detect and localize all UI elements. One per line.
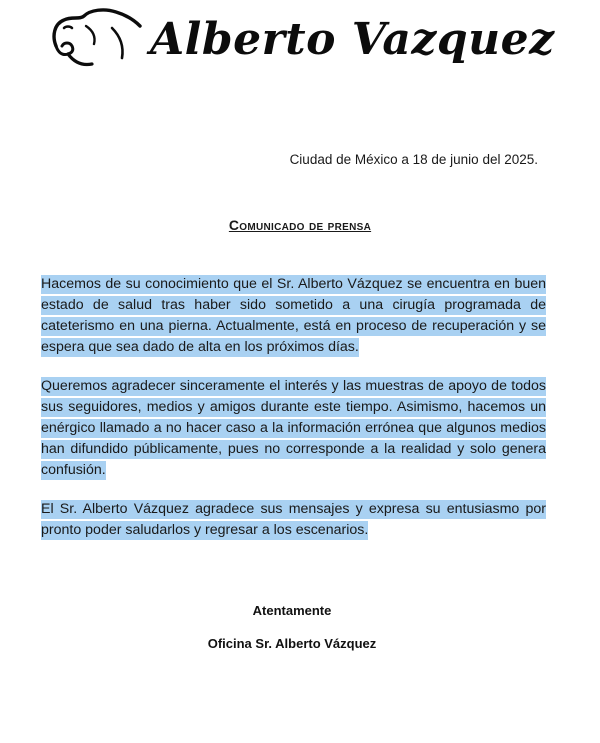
body-paragraph-3 xyxy=(41,499,546,541)
paragraph-text: Hacemos de su conocimiento que el Sr. Alberto Vázquez se encuentra en buen estado de salud tras haber sido sometido a una cirugía programada de cateterismo en una pierna. Actualmente, está en proceso de recuperación y se espera que sea dado de alta en los próximos días. xyxy=(41,276,546,355)
dateline: Ciudad de México a 18 de junio del 2025. xyxy=(289,152,538,167)
paragraph-text: Queremos agradecer sinceramente el interés y las muestras de apoyo de todos sus seguidores, medios y amigos durante este tiempo. Asimismo, hacemos un enérgico llamado a no hacer caso a la información errónea que algunos medios han difundido públicamente, pues no corresponde a la realidad y solo genera confusión. xyxy=(41,378,546,478)
body-paragraph-1 xyxy=(41,274,546,358)
press-release-heading: Comunicado de prensa xyxy=(228,217,372,233)
signoff-closing: Atentamente xyxy=(252,603,332,618)
body-paragraph-2 xyxy=(41,376,546,481)
buffalo-head-icon xyxy=(50,6,146,72)
signoff-office: Oficina Sr. Alberto Vázquez xyxy=(207,636,377,651)
letterhead-name: Alberto Vazquez xyxy=(150,14,555,65)
paragraph-text: El Sr. Alberto Vázquez agradece sus mensajes y expresa su entusiasmo por pronto poder saludarlos y regresar a los escenarios. xyxy=(41,501,546,538)
